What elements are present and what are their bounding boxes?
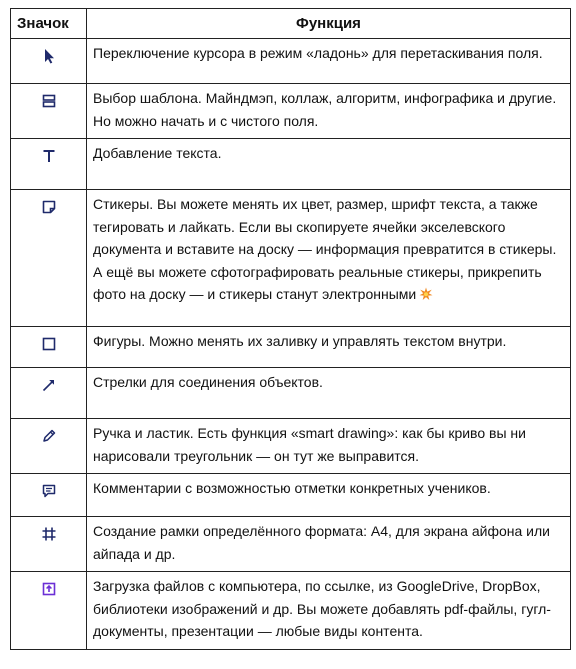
arrow-icon	[40, 376, 58, 394]
header-icon: Значок	[11, 9, 87, 39]
pen-icon	[40, 427, 58, 445]
row-description: Загрузка файлов с компьютера, по ссылке, из GoogleDrive, DropBox, библиотеки изображений и др. Вы можете добавлять pdf-файлы, гугл-документы, презентации — любые виды контента.	[87, 572, 571, 650]
row-description: Стрелки для соединения объектов.	[87, 368, 571, 419]
header-function: Функция	[87, 9, 571, 39]
comment-icon	[40, 482, 58, 500]
row-description: Добавление текста.	[87, 139, 571, 190]
row-description: Фигуры. Можно менять их заливку и управлять текстом внутри.	[87, 327, 571, 368]
row-description: Комментарии с возможностью отметки конкретных учеников.	[87, 474, 571, 517]
row-description	[87, 190, 571, 327]
sticker-icon	[40, 198, 58, 216]
header-row	[11, 9, 571, 39]
features-table	[10, 8, 571, 650]
table-row	[11, 84, 571, 139]
cursor-icon	[40, 47, 58, 65]
row-description: Переключение курсора в режим «ладонь» для перетаскивания поля.	[87, 39, 571, 84]
sticker-description: Стикеры. Вы можете менять их цвет, размер, шрифт текста, а также тегировать и лайкать. Если вы скопируете ячейки экселевского документа и вставите на доску — информация превратится в стикеры. А ещё вы можете сфотографировать реальные стикеры, прикрепить фото на доску — и стикеры станут электронными	[93, 196, 557, 302]
shape-icon	[40, 335, 58, 353]
upload-icon	[40, 580, 58, 598]
table-row	[11, 572, 571, 650]
table-row	[11, 419, 571, 474]
template-icon	[40, 92, 58, 110]
row-description: Выбор шаблона. Майндмэп, коллаж, алгоритм, инфографика и другие. Но можно начать и с чистого поля.	[87, 84, 571, 139]
sparkle-icon	[419, 287, 433, 301]
row-description: Ручка и ластик. Есть функция «smart drawing»: как бы криво вы ни нарисовали треугольник — он тут же выправится.	[87, 419, 571, 474]
table-row	[11, 190, 571, 327]
text-icon	[40, 147, 58, 165]
table-row	[11, 368, 571, 419]
row-description: Создание рамки определённого формата: A4, для экрана айфона или айпада и др.	[87, 517, 571, 572]
table-row	[11, 39, 571, 84]
table-row	[11, 139, 571, 190]
table-row	[11, 474, 571, 517]
table-row	[11, 327, 571, 368]
frame-icon	[40, 525, 58, 543]
table-row	[11, 517, 571, 572]
